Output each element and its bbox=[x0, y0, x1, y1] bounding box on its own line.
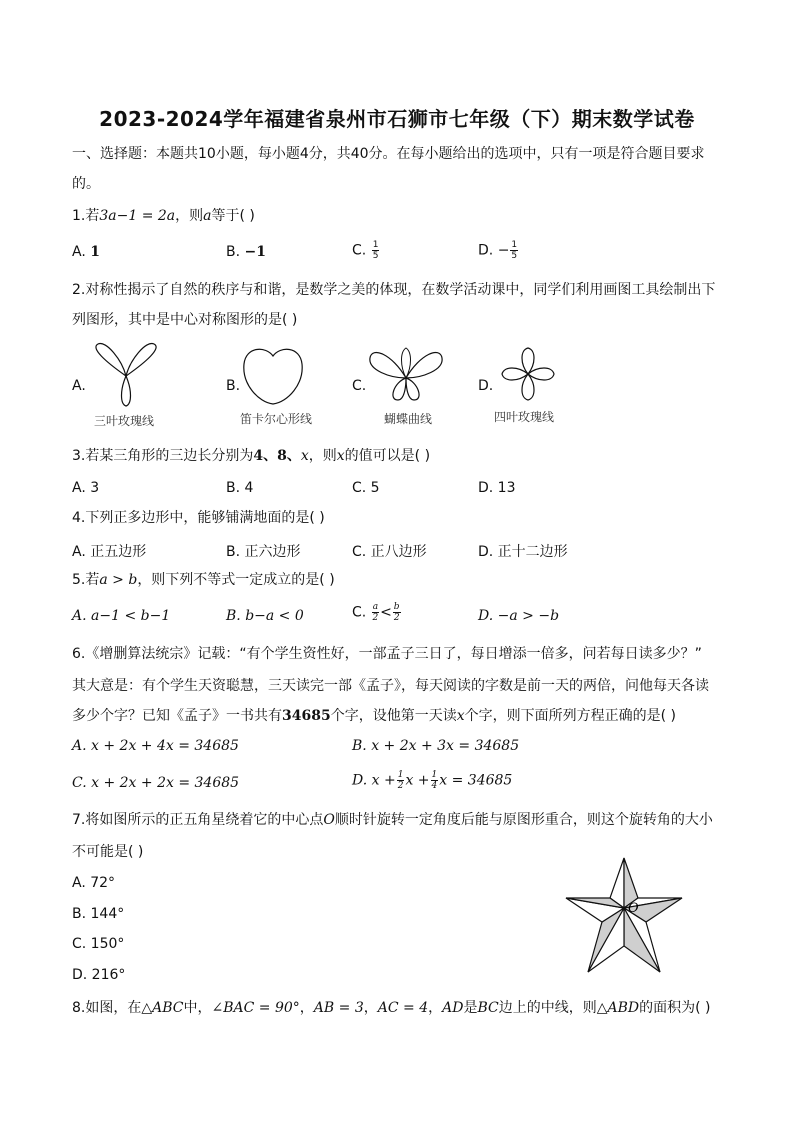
q3-option-c[interactable]: C. 5 bbox=[352, 480, 380, 496]
question-7-line1: 7.将如图所示的正五角星绕着它的中心点O顺时针旋转一定角度后能与原图形重合，则这个旋转角的大小 bbox=[72, 812, 713, 828]
four-leaf-rose-figure bbox=[500, 346, 556, 402]
q4-option-a[interactable]: A. 正五边形 bbox=[72, 544, 147, 560]
q1-option-d[interactable]: D. − $\frac{1}{5}$ bbox=[478, 240, 518, 261]
q7-option-d[interactable]: D. 216° bbox=[72, 967, 126, 983]
q4-option-c[interactable]: C. 正八边形 bbox=[352, 544, 427, 560]
question-6-line2: 其大意是：有个学生天资聪慧，三天读完一部《孟子》，每天阅读的字数是前一天的两倍，问他每天各读 bbox=[72, 678, 709, 694]
q7-option-b[interactable]: B. 144° bbox=[72, 906, 125, 922]
section-header-line2: 的。 bbox=[72, 176, 100, 192]
q5-option-d[interactable]: D. −a > −b bbox=[478, 608, 560, 624]
question-8-stem: 8.如图，在△ABC中，∠BAC = 90°，AB = 3，AC = 4，AD是BC边上的中线，则△ABD的面积为( ) bbox=[72, 1000, 711, 1016]
q5-option-c[interactable]: C. $\frac{a}{2}$ < $\frac{b}{2}$ bbox=[352, 602, 400, 623]
caption-cardioid: 笛卡尔心形线 bbox=[240, 412, 313, 426]
q2-option-d[interactable]: D. bbox=[478, 378, 494, 394]
q1-d-fraction: $\frac{1}{5}$ bbox=[511, 240, 518, 261]
section-header-line1: 一、选择题：本题共10小题，每小题4分，共40分。在每小题给出的选项中，只有一项是符合题目要求 bbox=[72, 146, 705, 162]
q1-post: 等于( ) bbox=[211, 208, 255, 224]
q1-c-fraction: $\frac{1}{5}$ bbox=[372, 240, 379, 261]
q1-option-b[interactable]: B. −1 bbox=[226, 244, 266, 260]
q1-var: a bbox=[203, 208, 212, 224]
three-leaf-rose-figure bbox=[86, 340, 166, 408]
cardioid-figure bbox=[240, 344, 306, 406]
five-pointed-star-figure bbox=[564, 856, 684, 976]
question-6-line1: 6.《增删算法统宗》记载：“有个学生资性好，一部孟子三日了，每日增添一倍多，问若每日读多少？” bbox=[72, 646, 702, 662]
q6-option-c[interactable]: C. x + 2x + 2x = 34685 bbox=[72, 775, 240, 791]
question-4-stem: 4.下列正多边形中，能够铺满地面的是( ) bbox=[72, 510, 325, 526]
q1-equation: 3a−1 = 2a bbox=[99, 208, 176, 224]
q2-option-b[interactable]: B. bbox=[226, 378, 241, 394]
q2-option-a[interactable]: A. bbox=[72, 378, 86, 394]
q5-option-b[interactable]: B. b−a < 0 bbox=[226, 608, 304, 624]
caption-butterfly-curve: 蝴蝶曲线 bbox=[384, 412, 433, 426]
question-2-line1: 2.对称性揭示了自然的秩序与和谐，是数学之美的体现，在数学活动课中，同学们利用画图工具绘制出下 bbox=[72, 282, 716, 298]
q5-option-a[interactable]: A. a−1 < b−1 bbox=[72, 608, 171, 624]
question-6-line3: 多少个字？已知《孟子》一书共有34685个字，设他第一天读x个字，则下面所列方程正确的是( ) bbox=[72, 708, 676, 724]
star-center-label: O bbox=[628, 901, 639, 916]
q7-option-a[interactable]: A. 72° bbox=[72, 875, 116, 891]
caption-four-leaf-rose: 四叶玫瑰线 bbox=[494, 410, 555, 424]
q4-option-d[interactable]: D. 正十二边形 bbox=[478, 544, 568, 560]
q6-option-b[interactable]: B. x + 2x + 3x = 34685 bbox=[352, 738, 520, 754]
question-5-stem: 5.若a > b，则下列不等式一定成立的是( ) bbox=[72, 572, 335, 588]
question-7-line2: 不可能是( ) bbox=[72, 844, 144, 860]
butterfly-curve-figure bbox=[366, 344, 446, 408]
q6-option-a[interactable]: A. x + 2x + 4x = 34685 bbox=[72, 738, 239, 754]
q3-option-b[interactable]: B. 4 bbox=[226, 480, 254, 496]
q2-option-c[interactable]: C. bbox=[352, 378, 367, 394]
q4-option-b[interactable]: B. 正六边形 bbox=[226, 544, 301, 560]
q1-prefix: 1.若 bbox=[72, 208, 100, 224]
q1-mid: ，则 bbox=[175, 208, 204, 224]
q7-option-c[interactable]: C. 150° bbox=[72, 936, 125, 952]
question-1-stem bbox=[72, 206, 255, 226]
q6-option-d[interactable]: D. x + $\frac{1}{2}$ x + $\frac{1}{4}$ x = 34685 bbox=[352, 770, 513, 791]
page-title: 2023-2024学年福建省泉州市石狮市七年级（下）期末数学试卷 bbox=[99, 107, 695, 131]
q1-option-c[interactable]: C. $\frac{1}{5}$ bbox=[352, 240, 379, 261]
caption-three-leaf-rose: 三叶玫瑰线 bbox=[94, 414, 155, 428]
q3-option-d[interactable]: D. 13 bbox=[478, 480, 516, 496]
q1-option-a[interactable]: A. 1 bbox=[72, 244, 100, 260]
q3-option-a[interactable]: A. 3 bbox=[72, 480, 100, 496]
question-2-line2: 列图形，其中是中心对称图形的是( ) bbox=[72, 312, 298, 328]
question-3-stem: 3.若某三角形的三边长分别为4、8、x，则x的值可以是( ) bbox=[72, 448, 431, 464]
